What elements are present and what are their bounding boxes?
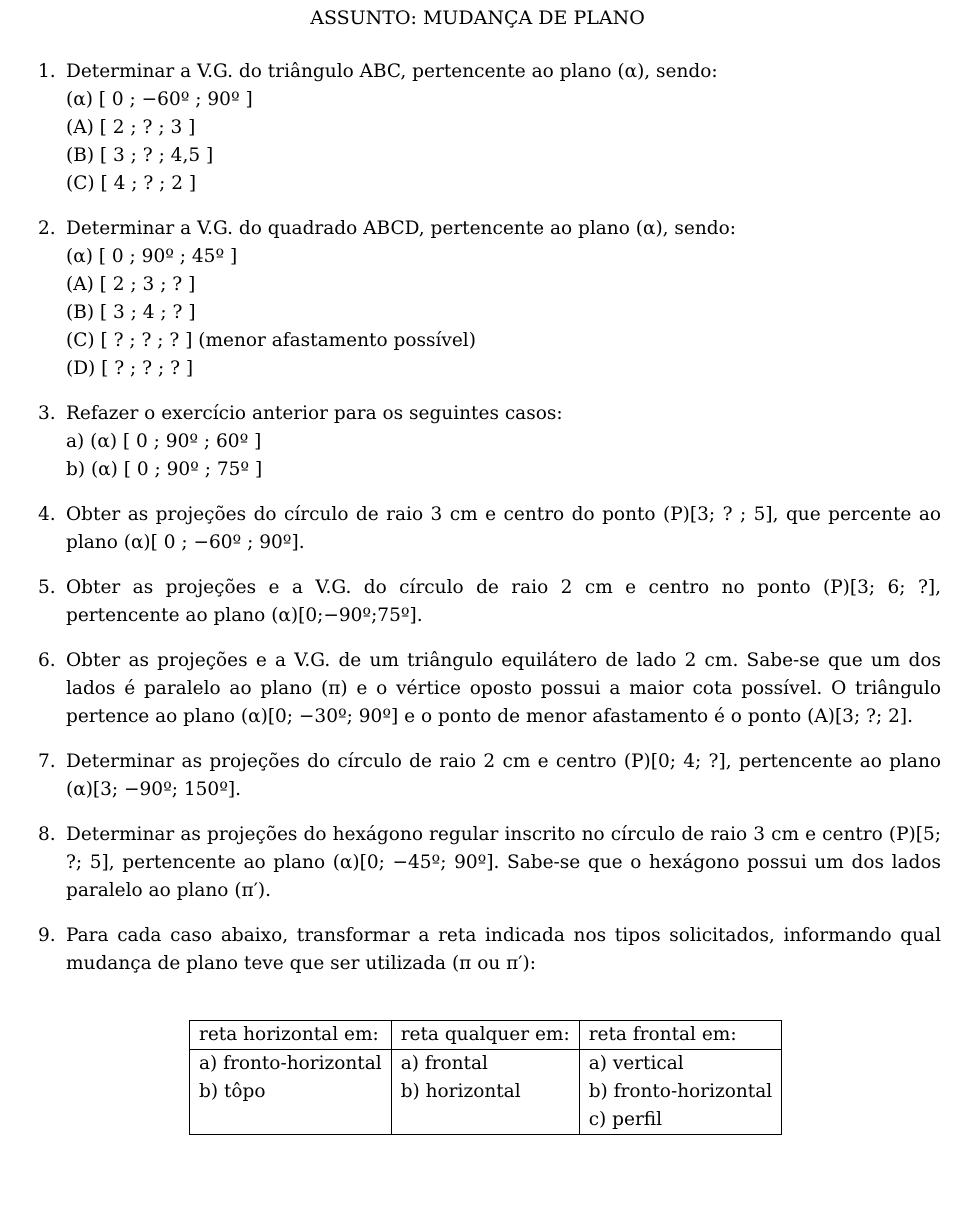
table-cell-line: b) tôpo — [199, 1081, 266, 1102]
exercise-number: 9. — [38, 925, 56, 946]
exercise-item — [38, 574, 941, 630]
exercise-line: (C) [ 4 ; ? ; 2 ] — [66, 173, 197, 194]
exercise-text: Obter as projeções e a V.G. do círculo de raio 2 cm e centro no ponto (P)[3; 6; ?], pertencente ao plano (α)[0;−90º;75º]. — [66, 577, 941, 626]
table-header-row — [190, 1021, 782, 1050]
exercise-text: Obter as projeções do círculo de raio 3 cm e centro do ponto (P)[3; ? ; 5], que percente ao plano (α)[ 0 ; −60º ; 90º]. — [66, 504, 941, 553]
line-transformation-table — [189, 1020, 782, 1135]
exercise-item — [38, 922, 941, 978]
table-header-cell: reta horizontal em: — [190, 1021, 392, 1050]
exercise-number: 5. — [38, 577, 56, 598]
exercise-line: (α) [ 0 ; −60º ; 90º ] — [66, 89, 253, 110]
exercise-number: 3. — [38, 403, 56, 424]
exercise-line: Refazer o exercício anterior para os seguintes casos: — [66, 403, 563, 424]
table-cell — [190, 1050, 392, 1135]
exercise-line: b) (α) [ 0 ; 90º ; 75º ] — [66, 459, 263, 480]
table-row — [190, 1050, 782, 1135]
exercise-line: (C) [ ? ; ? ; ? ] (menor afastamento possível) — [66, 330, 476, 351]
exercise-item — [38, 215, 941, 383]
exercise-line: Determinar a V.G. do quadrado ABCD, pertencente ao plano (α), sendo: — [66, 218, 736, 239]
exercise-line: Determinar a V.G. do triângulo ABC, pertencente ao plano (α), sendo: — [66, 61, 718, 82]
exercise-text: Determinar as projeções do hexágono regular inscrito no círculo de raio 3 cm e centro (P)[5; ?; 5], pertencente ao plano (α)[0; −45º; 90º]. Sabe-se que o hexágono possui um dos lados paralelo ao plano (π′). — [66, 824, 941, 901]
exercise-number: 4. — [38, 504, 56, 525]
page-title: ASSUNTO: MUDANÇA DE PLANO — [310, 7, 645, 29]
table-cell-line: b) horizontal — [400, 1081, 521, 1102]
exercise-text: Para cada caso abaixo, transformar a reta indicada nos tipos solicitados, informando qual mudança de plano teve que ser utilizada (π ou π′): — [66, 925, 941, 974]
exercise-item — [38, 400, 941, 484]
exercise-line: (A) [ 2 ; 3 ; ? ] — [66, 274, 196, 295]
exercise-list — [38, 58, 941, 995]
exercise-text: Obter as projeções e a V.G. de um triângulo equilátero de lado 2 cm. Sabe-se que um dos lados é paralelo ao plano (π) e o vértice oposto possui a maior cota possível. O triângulo pertence ao plano (α)[0; −30º; 90º] e o ponto de menor afastamento é o ponto (A)[3; ?; 2]. — [66, 650, 941, 727]
exercise-item — [38, 821, 941, 905]
exercise-number: 1. — [38, 61, 56, 82]
exercise-item — [38, 58, 941, 198]
table-cell-line: a) frontal — [400, 1053, 488, 1074]
table-cell — [579, 1050, 782, 1135]
exercise-line: (A) [ 2 ; ? ; 3 ] — [66, 117, 196, 138]
table-header-cell: reta frontal em: — [579, 1021, 782, 1050]
exercise-number: 7. — [38, 751, 56, 772]
exercise-item — [38, 647, 941, 731]
exercise-line: (α) [ 0 ; 90º ; 45º ] — [66, 246, 238, 267]
exercise-number: 2. — [38, 218, 56, 239]
exercise-item — [38, 748, 941, 804]
table-cell-line: b) fronto-horizontal — [588, 1081, 773, 1102]
table-cell-line: a) fronto-horizontal — [199, 1053, 382, 1074]
exercise-line: a) (α) [ 0 ; 90º ; 60º ] — [66, 431, 262, 452]
exercise-text: Determinar as projeções do círculo de raio 2 cm e centro (P)[0; 4; ?], pertencente ao plano (α)[3; −90º; 150º]. — [66, 751, 941, 800]
exercise-number: 8. — [38, 824, 56, 845]
table-cell-line: a) vertical — [588, 1053, 684, 1074]
table-cell-line: c) perfil — [588, 1109, 663, 1130]
exercise-line: (D) [ ? ; ? ; ? ] — [66, 358, 194, 379]
exercise-number: 6. — [38, 650, 56, 671]
table-header-cell: reta qualquer em: — [391, 1021, 579, 1050]
exercise-line: (B) [ 3 ; ? ; 4,5 ] — [66, 145, 214, 166]
exercise-item — [38, 501, 941, 557]
table-cell — [391, 1050, 579, 1135]
exercise-line: (B) [ 3 ; 4 ; ? ] — [66, 302, 196, 323]
